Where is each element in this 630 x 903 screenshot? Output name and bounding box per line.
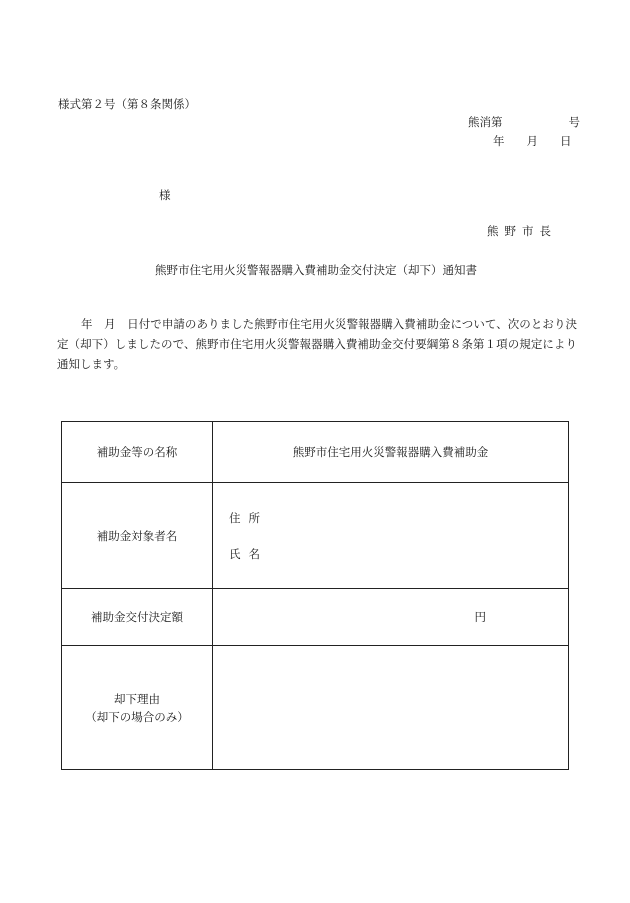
form-number: 様式第２号（第８条関係） bbox=[58, 97, 196, 111]
date-day: 日 bbox=[560, 134, 572, 148]
amount-unit: 円 bbox=[213, 589, 569, 646]
table-row bbox=[62, 646, 569, 770]
rejection-reason-label bbox=[62, 646, 213, 770]
addressee-honorific: 様 bbox=[159, 188, 171, 202]
rejection-reason-label-line1: 却下理由 bbox=[114, 691, 160, 706]
document-date bbox=[493, 133, 572, 149]
document-number-prefix: 熊消第 bbox=[468, 115, 503, 129]
document-title: 熊野市住宅用火災警報器購入費補助金交付決定（却下）通知書 bbox=[155, 263, 477, 277]
sender-name: 熊野市長 bbox=[487, 224, 557, 238]
body-text: 年 月 日付で申請のありました熊野市住宅用火災警報器購入費補助金について、次のとおり決定（却下）しましたので、熊野市住宅用火災警報器購入費補助金交付要綱第８条第１項の規定により通知します。 bbox=[57, 317, 577, 371]
subsidy-name-label: 補助金等の名称 bbox=[62, 422, 213, 483]
date-year: 年 bbox=[493, 134, 505, 148]
rejection-reason-label-line2: （却下の場合のみ） bbox=[85, 709, 189, 724]
subsidy-name-value: 熊野市住宅用火災警報器購入費補助金 bbox=[213, 422, 569, 483]
date-month: 月 bbox=[526, 134, 538, 148]
recipient-label: 補助金対象者名 bbox=[62, 483, 213, 589]
table-row bbox=[62, 589, 569, 646]
document-number-suffix: 号 bbox=[568, 115, 580, 129]
recipient-fields bbox=[213, 483, 569, 589]
name-label: 氏名 bbox=[229, 546, 268, 561]
info-table bbox=[61, 421, 569, 770]
amount-label: 補助金交付決定額 bbox=[62, 589, 213, 646]
address-label: 住所 bbox=[229, 510, 268, 525]
table-row bbox=[62, 483, 569, 589]
document-number bbox=[468, 114, 580, 130]
rejection-reason-value bbox=[213, 646, 569, 770]
table-row bbox=[62, 422, 569, 483]
